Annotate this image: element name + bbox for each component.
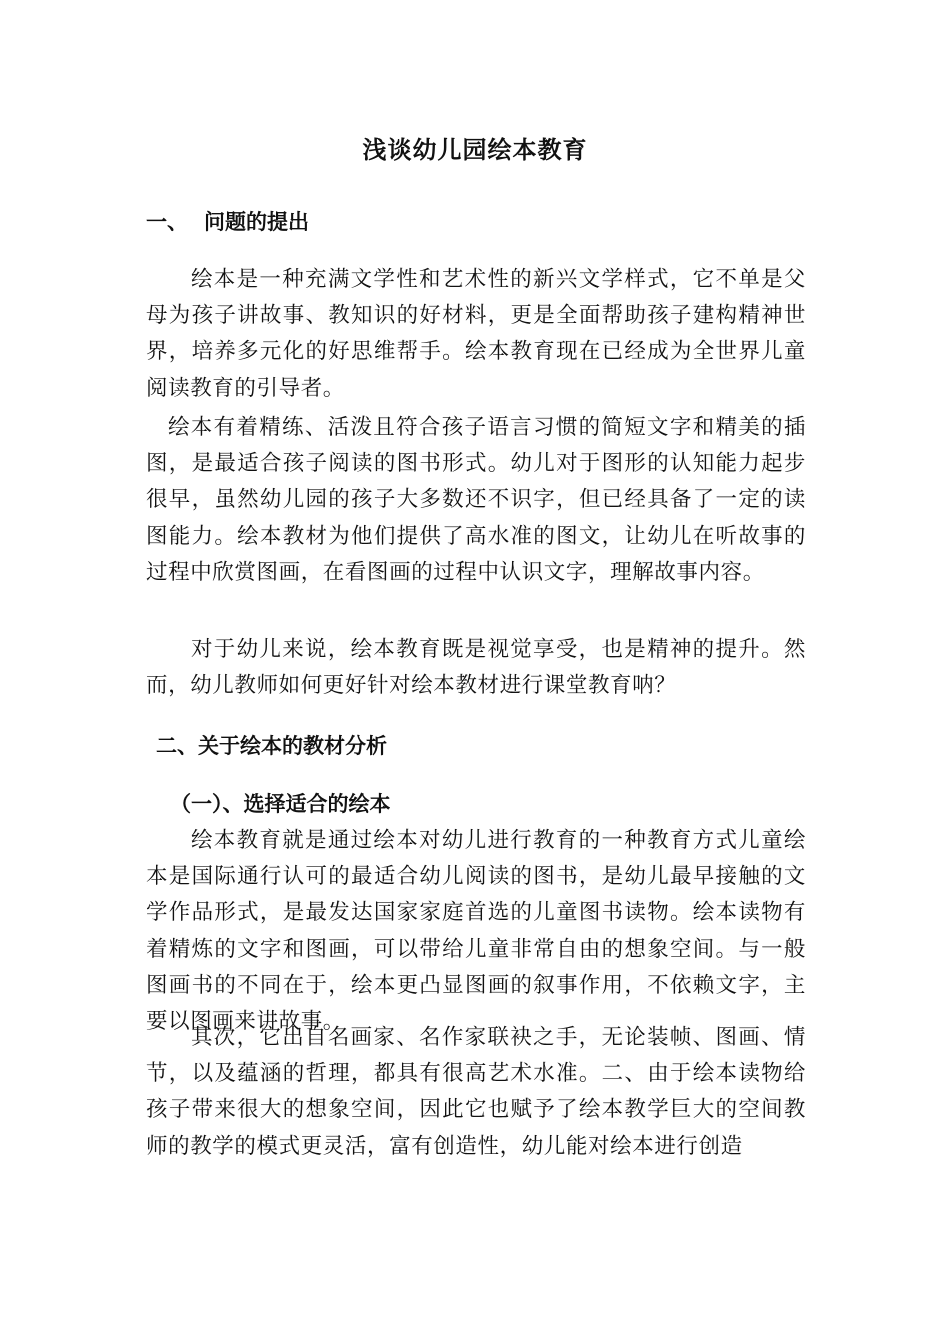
subsection-2-1-paragraph-2: 其次，它出自名画家、名作家联袂之手，无论装帧、图画、情节，以及蕴涵的哲理，都具有很高艺术水准。二、由于绘本读物给孩子带来很大的想象空间，因此它也赋予了绘本教学巨大的空间教师的教学的模式更灵活，富有创造性，幼儿能对绘本进行创造 <box>146 1025 806 1159</box>
section-1-paragraph-2: 绘本有着精练、活泼且符合孩子语言习惯的简短文字和精美的插图，是最适合孩子阅读的图书形式。幼儿对于图形的认知能力起步很早，虽然幼儿园的孩子大多数还不识字，但已经具备了一定的读图能力。绘本教材为他们提供了高水准的图文，让幼儿在听故事的过程中欣赏图画，在看图画的过程中认识文字，理解故事内容。 <box>146 415 806 585</box>
subsection-2-1-paragraph-1: 绘本教育就是通过绘本对幼儿进行教育的一种教育方式儿童绘本是国际通行认可的最适合幼儿阅读的图书，是幼儿最早接触的文学作品形式，是最发达国家家庭首选的儿童图书读物。绘本读物有着精炼的文字和图画，可以带给儿童非常自由的想象空间。与一般图画书的不同在于，绘本更凸显图画的叙事作用，不依赖文字，主要以图画来讲故事。 <box>146 828 806 1035</box>
section-1-heading-text: 问题的提出 <box>204 210 309 234</box>
section-2-heading: 二、关于绘本的教材分析 <box>156 734 387 758</box>
subsection-2-1-heading: （一）、选择适合的绘本 <box>170 792 391 816</box>
document-title: 浅谈幼儿园绘本教育 <box>362 136 588 164</box>
section-1-paragraph-1: 绘本是一种充满文学性和艺术性的新兴文学样式，它不单是父母为孩子讲故事、教知识的好材料，更是全面帮助孩子建构精神世界，培养多元化的好思维帮手。绘本教育现在已经成为全世界儿童阅读教育的引导者。 <box>146 267 806 401</box>
section-1-paragraph-3: 对于幼儿来说，绘本教育既是视觉享受，也是精神的提升。然而，幼儿教师如何更好针对绘本教材进行课堂教育呐？ <box>146 637 806 699</box>
section-1-number: 一、 <box>146 210 188 234</box>
section-1-heading <box>146 206 309 238</box>
